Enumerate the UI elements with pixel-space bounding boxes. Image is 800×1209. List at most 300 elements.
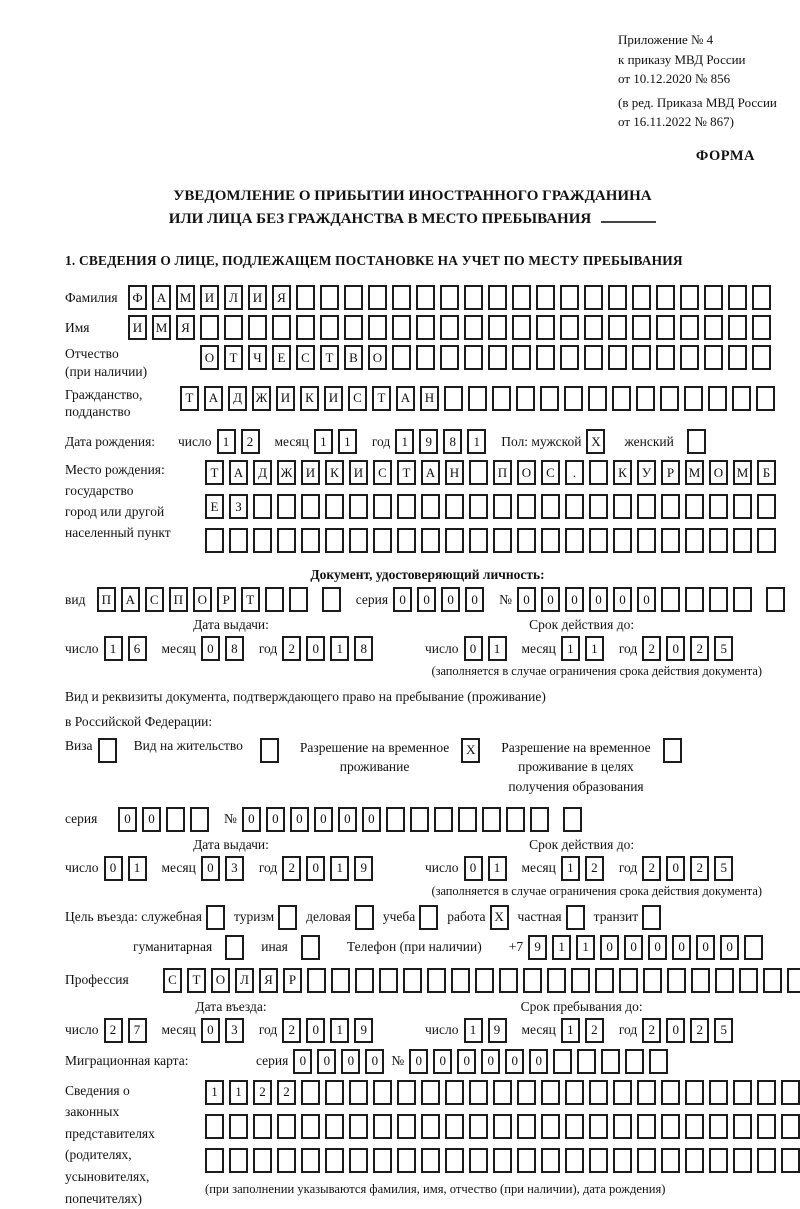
char-cell[interactable]: О: [211, 968, 230, 993]
char-cell[interactable]: Д: [228, 386, 247, 411]
char-cell[interactable]: [571, 968, 590, 993]
char-cell[interactable]: 9: [354, 856, 373, 881]
char-cell[interactable]: 0: [666, 856, 685, 881]
char-cell[interactable]: 2: [585, 1018, 604, 1043]
char-cell[interactable]: Я: [176, 315, 195, 340]
char-cell[interactable]: 0: [306, 1018, 325, 1043]
char-cell[interactable]: 0: [118, 807, 137, 832]
char-cell[interactable]: [643, 968, 662, 993]
char-cell[interactable]: 3: [225, 856, 244, 881]
char-cell[interactable]: Р: [661, 460, 680, 485]
char-cell[interactable]: [589, 1080, 608, 1105]
char-cell[interactable]: [588, 386, 607, 411]
char-cell[interactable]: М: [152, 315, 171, 340]
char-cell[interactable]: [752, 285, 771, 310]
char-cell[interactable]: [637, 494, 656, 519]
char-cell[interactable]: [229, 528, 248, 553]
char-cell[interactable]: А: [204, 386, 223, 411]
char-cell[interactable]: [728, 315, 747, 340]
char-cell[interactable]: Е: [272, 345, 291, 370]
char-cell[interactable]: 0: [104, 856, 123, 881]
char-cell[interactable]: 0: [242, 807, 261, 832]
char-cell[interactable]: 1: [561, 1018, 580, 1043]
char-cell[interactable]: [355, 968, 374, 993]
char-cell[interactable]: [445, 528, 464, 553]
char-cell[interactable]: [661, 1148, 680, 1173]
char-cell[interactable]: М: [685, 460, 704, 485]
char-cell[interactable]: С: [296, 345, 315, 370]
char-cell[interactable]: [632, 285, 651, 310]
char-cell[interactable]: 0: [142, 807, 161, 832]
char-cell[interactable]: [709, 528, 728, 553]
char-cell[interactable]: [277, 494, 296, 519]
char-cell[interactable]: [763, 968, 782, 993]
char-cell[interactable]: 1: [229, 1080, 248, 1105]
char-cell[interactable]: 0: [417, 587, 436, 612]
char-cell[interactable]: [661, 587, 680, 612]
char-cell[interactable]: [421, 494, 440, 519]
char-cell[interactable]: 0: [441, 587, 460, 612]
char-cell[interactable]: Н: [445, 460, 464, 485]
char-cell[interactable]: [325, 1148, 344, 1173]
char-cell[interactable]: [200, 315, 219, 340]
char-cell[interactable]: [344, 285, 363, 310]
char-cell[interactable]: 0: [293, 1049, 312, 1074]
char-cell[interactable]: [540, 386, 559, 411]
char-cell[interactable]: 1: [314, 429, 333, 454]
char-cell[interactable]: Е: [205, 494, 224, 519]
char-cell[interactable]: [625, 1049, 644, 1074]
char-cell[interactable]: 0: [589, 587, 608, 612]
char-cell[interactable]: [709, 1080, 728, 1105]
char-cell[interactable]: [296, 285, 315, 310]
char-cell[interactable]: И: [248, 285, 267, 310]
char-cell[interactable]: [541, 494, 560, 519]
char-cell[interactable]: 0: [529, 1049, 548, 1074]
purpose-other-checkbox[interactable]: [301, 935, 320, 960]
char-cell[interactable]: 1: [128, 856, 147, 881]
char-cell[interactable]: [493, 494, 512, 519]
purpose-study-checkbox[interactable]: [419, 905, 438, 930]
char-cell[interactable]: [253, 1114, 272, 1139]
char-cell[interactable]: [493, 1080, 512, 1105]
char-cell[interactable]: 1: [330, 636, 349, 661]
char-cell[interactable]: [464, 345, 483, 370]
char-cell[interactable]: [680, 285, 699, 310]
char-cell[interactable]: [440, 345, 459, 370]
char-cell[interactable]: И: [301, 460, 320, 485]
char-cell[interactable]: [708, 386, 727, 411]
char-cell[interactable]: [373, 494, 392, 519]
char-cell[interactable]: [325, 528, 344, 553]
char-cell[interactable]: Т: [205, 460, 224, 485]
char-cell[interactable]: [608, 285, 627, 310]
char-cell[interactable]: 2: [241, 429, 260, 454]
char-cell[interactable]: [661, 1080, 680, 1105]
char-cell[interactable]: [205, 1114, 224, 1139]
char-cell[interactable]: Т: [320, 345, 339, 370]
char-cell[interactable]: [379, 968, 398, 993]
char-cell[interactable]: [632, 315, 651, 340]
char-cell[interactable]: 0: [464, 636, 483, 661]
char-cell[interactable]: [704, 285, 723, 310]
char-cell[interactable]: [589, 528, 608, 553]
purpose-business-checkbox[interactable]: [355, 905, 374, 930]
char-cell[interactable]: [564, 386, 583, 411]
char-cell[interactable]: 0: [565, 587, 584, 612]
char-cell[interactable]: [373, 528, 392, 553]
char-cell[interactable]: [733, 528, 752, 553]
char-cell[interactable]: 1: [561, 636, 580, 661]
char-cell[interactable]: [229, 1114, 248, 1139]
char-cell[interactable]: [499, 968, 518, 993]
char-cell[interactable]: 0: [505, 1049, 524, 1074]
char-cell[interactable]: 0: [648, 935, 667, 960]
char-cell[interactable]: 0: [201, 1018, 220, 1043]
char-cell[interactable]: 5: [714, 636, 733, 661]
char-cell[interactable]: И: [349, 460, 368, 485]
char-cell[interactable]: [301, 1114, 320, 1139]
char-cell[interactable]: [416, 345, 435, 370]
char-cell[interactable]: 8: [225, 636, 244, 661]
char-cell[interactable]: [416, 285, 435, 310]
char-cell[interactable]: 1: [205, 1080, 224, 1105]
char-cell[interactable]: [530, 807, 549, 832]
char-cell[interactable]: [368, 285, 387, 310]
char-cell[interactable]: 2: [690, 1018, 709, 1043]
char-cell[interactable]: [464, 285, 483, 310]
char-cell[interactable]: [482, 807, 501, 832]
char-cell[interactable]: [506, 807, 525, 832]
purpose-tourism-checkbox[interactable]: [278, 905, 297, 930]
char-cell[interactable]: [469, 460, 488, 485]
char-cell[interactable]: [632, 345, 651, 370]
char-cell[interactable]: [397, 1080, 416, 1105]
char-cell[interactable]: [685, 1114, 704, 1139]
char-cell[interactable]: [589, 494, 608, 519]
char-cell[interactable]: [589, 460, 608, 485]
char-cell[interactable]: П: [97, 587, 116, 612]
char-cell[interactable]: [469, 494, 488, 519]
char-cell[interactable]: 1: [585, 636, 604, 661]
char-cell[interactable]: Т: [224, 345, 243, 370]
char-cell[interactable]: 1: [552, 935, 571, 960]
visa-checkbox[interactable]: [98, 738, 117, 763]
char-cell[interactable]: [229, 1148, 248, 1173]
char-cell[interactable]: А: [152, 285, 171, 310]
char-cell[interactable]: 0: [266, 807, 285, 832]
char-cell[interactable]: [253, 528, 272, 553]
char-cell[interactable]: [667, 968, 686, 993]
char-cell[interactable]: 2: [282, 636, 301, 661]
char-cell[interactable]: Я: [259, 968, 278, 993]
char-cell[interactable]: [752, 345, 771, 370]
char-cell[interactable]: [680, 345, 699, 370]
char-cell[interactable]: [732, 386, 751, 411]
char-cell[interactable]: [397, 528, 416, 553]
char-cell[interactable]: [488, 315, 507, 340]
char-cell[interactable]: [584, 345, 603, 370]
char-cell[interactable]: [733, 494, 752, 519]
char-cell[interactable]: [637, 528, 656, 553]
char-cell[interactable]: [595, 968, 614, 993]
char-cell[interactable]: 0: [624, 935, 643, 960]
char-cell[interactable]: [661, 494, 680, 519]
char-cell[interactable]: 1: [330, 1018, 349, 1043]
char-cell[interactable]: [656, 285, 675, 310]
char-cell[interactable]: 0: [409, 1049, 428, 1074]
char-cell[interactable]: [517, 1148, 536, 1173]
char-cell[interactable]: [468, 386, 487, 411]
char-cell[interactable]: [493, 1114, 512, 1139]
char-cell[interactable]: [757, 528, 776, 553]
char-cell[interactable]: [637, 1080, 656, 1105]
char-cell[interactable]: И: [324, 386, 343, 411]
char-cell[interactable]: Н: [420, 386, 439, 411]
char-cell[interactable]: [325, 1114, 344, 1139]
char-cell[interactable]: [612, 386, 631, 411]
char-cell[interactable]: [421, 1148, 440, 1173]
char-cell[interactable]: К: [325, 460, 344, 485]
char-cell[interactable]: [608, 345, 627, 370]
char-cell[interactable]: [613, 528, 632, 553]
char-cell[interactable]: [517, 494, 536, 519]
char-cell[interactable]: [584, 315, 603, 340]
char-cell[interactable]: [517, 1114, 536, 1139]
char-cell[interactable]: 0: [637, 587, 656, 612]
char-cell[interactable]: [577, 1049, 596, 1074]
char-cell[interactable]: [685, 1148, 704, 1173]
char-cell[interactable]: [685, 528, 704, 553]
char-cell[interactable]: 2: [104, 1018, 123, 1043]
char-cell[interactable]: 0: [306, 636, 325, 661]
char-cell[interactable]: 5: [714, 1018, 733, 1043]
char-cell[interactable]: 0: [666, 1018, 685, 1043]
char-cell[interactable]: [386, 807, 405, 832]
char-cell[interactable]: Р: [217, 587, 236, 612]
char-cell[interactable]: 0: [338, 807, 357, 832]
char-cell[interactable]: [458, 807, 477, 832]
char-cell[interactable]: 0: [613, 587, 632, 612]
char-cell[interactable]: С: [145, 587, 164, 612]
char-cell[interactable]: О: [368, 345, 387, 370]
char-cell[interactable]: [656, 315, 675, 340]
char-cell[interactable]: [464, 315, 483, 340]
char-cell[interactable]: [709, 1114, 728, 1139]
char-cell[interactable]: [728, 345, 747, 370]
char-cell[interactable]: 1: [464, 1018, 483, 1043]
char-cell[interactable]: [649, 1049, 668, 1074]
char-cell[interactable]: С: [541, 460, 560, 485]
char-cell[interactable]: [709, 494, 728, 519]
char-cell[interactable]: 9: [354, 1018, 373, 1043]
char-cell[interactable]: [451, 968, 470, 993]
char-cell[interactable]: 0: [306, 856, 325, 881]
char-cell[interactable]: [715, 968, 734, 993]
char-cell[interactable]: [709, 1148, 728, 1173]
char-cell[interactable]: И: [200, 285, 219, 310]
char-cell[interactable]: [553, 1049, 572, 1074]
char-cell[interactable]: 1: [467, 429, 486, 454]
char-cell[interactable]: [536, 315, 555, 340]
char-cell[interactable]: [320, 285, 339, 310]
char-cell[interactable]: Т: [187, 968, 206, 993]
char-cell[interactable]: [469, 1080, 488, 1105]
char-cell[interactable]: [613, 1080, 632, 1105]
char-cell[interactable]: 0: [457, 1049, 476, 1074]
char-cell[interactable]: К: [613, 460, 632, 485]
char-cell[interactable]: [565, 528, 584, 553]
purpose-humanitarian-checkbox[interactable]: [225, 935, 244, 960]
char-cell[interactable]: [166, 807, 185, 832]
purpose-work-checkbox[interactable]: X: [490, 905, 509, 930]
char-cell[interactable]: [608, 315, 627, 340]
char-cell[interactable]: [397, 1114, 416, 1139]
char-cell[interactable]: [392, 285, 411, 310]
char-cell[interactable]: 2: [253, 1080, 272, 1105]
char-cell[interactable]: [661, 1114, 680, 1139]
char-cell[interactable]: [325, 1080, 344, 1105]
char-cell[interactable]: 0: [362, 807, 381, 832]
char-cell[interactable]: [536, 285, 555, 310]
residence-permit-checkbox[interactable]: [260, 738, 279, 763]
purpose-transit-checkbox[interactable]: [642, 905, 661, 930]
char-cell[interactable]: 2: [690, 636, 709, 661]
char-cell[interactable]: [541, 1114, 560, 1139]
char-cell[interactable]: [373, 1080, 392, 1105]
char-cell[interactable]: 1: [217, 429, 236, 454]
char-cell[interactable]: 0: [517, 587, 536, 612]
char-cell[interactable]: [373, 1148, 392, 1173]
char-cell[interactable]: [392, 345, 411, 370]
char-cell[interactable]: [488, 345, 507, 370]
char-cell[interactable]: [512, 285, 531, 310]
char-cell[interactable]: [322, 587, 341, 612]
char-cell[interactable]: [277, 1148, 296, 1173]
purpose-official-checkbox[interactable]: [206, 905, 225, 930]
char-cell[interactable]: [349, 1114, 368, 1139]
char-cell[interactable]: [307, 968, 326, 993]
male-checkbox[interactable]: X: [586, 429, 605, 454]
char-cell[interactable]: Я: [272, 285, 291, 310]
temp-edu-checkbox[interactable]: [663, 738, 682, 763]
char-cell[interactable]: [253, 494, 272, 519]
char-cell[interactable]: [709, 587, 728, 612]
char-cell[interactable]: 0: [201, 856, 220, 881]
char-cell[interactable]: [373, 1114, 392, 1139]
char-cell[interactable]: [733, 1114, 752, 1139]
char-cell[interactable]: [757, 494, 776, 519]
char-cell[interactable]: [584, 285, 603, 310]
char-cell[interactable]: У: [637, 460, 656, 485]
char-cell[interactable]: [541, 1080, 560, 1105]
char-cell[interactable]: [563, 807, 582, 832]
char-cell[interactable]: [421, 1080, 440, 1105]
char-cell[interactable]: 9: [528, 935, 547, 960]
char-cell[interactable]: [277, 528, 296, 553]
char-cell[interactable]: Б: [757, 460, 776, 485]
char-cell[interactable]: З: [229, 494, 248, 519]
char-cell[interactable]: [349, 494, 368, 519]
char-cell[interactable]: .: [565, 460, 584, 485]
char-cell[interactable]: [469, 528, 488, 553]
char-cell[interactable]: О: [709, 460, 728, 485]
char-cell[interactable]: [331, 968, 350, 993]
char-cell[interactable]: [349, 1148, 368, 1173]
char-cell[interactable]: 2: [282, 1018, 301, 1043]
char-cell[interactable]: О: [517, 460, 536, 485]
char-cell[interactable]: 0: [666, 636, 685, 661]
temp-permit-checkbox[interactable]: X: [461, 738, 480, 763]
char-cell[interactable]: [560, 345, 579, 370]
char-cell[interactable]: М: [733, 460, 752, 485]
char-cell[interactable]: [492, 386, 511, 411]
char-cell[interactable]: [733, 587, 752, 612]
char-cell[interactable]: 2: [690, 856, 709, 881]
char-cell[interactable]: 2: [282, 856, 301, 881]
char-cell[interactable]: Л: [224, 285, 243, 310]
char-cell[interactable]: 1: [488, 636, 507, 661]
char-cell[interactable]: [248, 315, 267, 340]
char-cell[interactable]: [205, 1148, 224, 1173]
char-cell[interactable]: [781, 1080, 800, 1105]
char-cell[interactable]: О: [193, 587, 212, 612]
char-cell[interactable]: [289, 587, 308, 612]
char-cell[interactable]: [766, 587, 785, 612]
char-cell[interactable]: [469, 1148, 488, 1173]
char-cell[interactable]: 0: [672, 935, 691, 960]
char-cell[interactable]: [445, 1080, 464, 1105]
char-cell[interactable]: 1: [488, 856, 507, 881]
char-cell[interactable]: [704, 315, 723, 340]
char-cell[interactable]: Т: [397, 460, 416, 485]
char-cell[interactable]: [661, 528, 680, 553]
char-cell[interactable]: [265, 587, 284, 612]
char-cell[interactable]: 1: [338, 429, 357, 454]
char-cell[interactable]: [517, 1080, 536, 1105]
char-cell[interactable]: [512, 315, 531, 340]
char-cell[interactable]: [403, 968, 422, 993]
char-cell[interactable]: [296, 315, 315, 340]
char-cell[interactable]: [613, 1114, 632, 1139]
char-cell[interactable]: [733, 1148, 752, 1173]
char-cell[interactable]: 8: [443, 429, 462, 454]
char-cell[interactable]: [637, 1114, 656, 1139]
char-cell[interactable]: [344, 315, 363, 340]
char-cell[interactable]: [547, 968, 566, 993]
char-cell[interactable]: [301, 494, 320, 519]
char-cell[interactable]: [427, 968, 446, 993]
char-cell[interactable]: 1: [330, 856, 349, 881]
char-cell[interactable]: [757, 1148, 776, 1173]
char-cell[interactable]: С: [163, 968, 182, 993]
char-cell[interactable]: [440, 285, 459, 310]
char-cell[interactable]: [320, 315, 339, 340]
char-cell[interactable]: [445, 1148, 464, 1173]
char-cell[interactable]: [560, 285, 579, 310]
char-cell[interactable]: [349, 528, 368, 553]
char-cell[interactable]: 2: [585, 856, 604, 881]
char-cell[interactable]: [301, 528, 320, 553]
char-cell[interactable]: 2: [642, 856, 661, 881]
char-cell[interactable]: В: [344, 345, 363, 370]
char-cell[interactable]: [434, 807, 453, 832]
char-cell[interactable]: [757, 1114, 776, 1139]
char-cell[interactable]: [613, 1148, 632, 1173]
char-cell[interactable]: 0: [696, 935, 715, 960]
char-cell[interactable]: [744, 935, 763, 960]
char-cell[interactable]: [397, 494, 416, 519]
